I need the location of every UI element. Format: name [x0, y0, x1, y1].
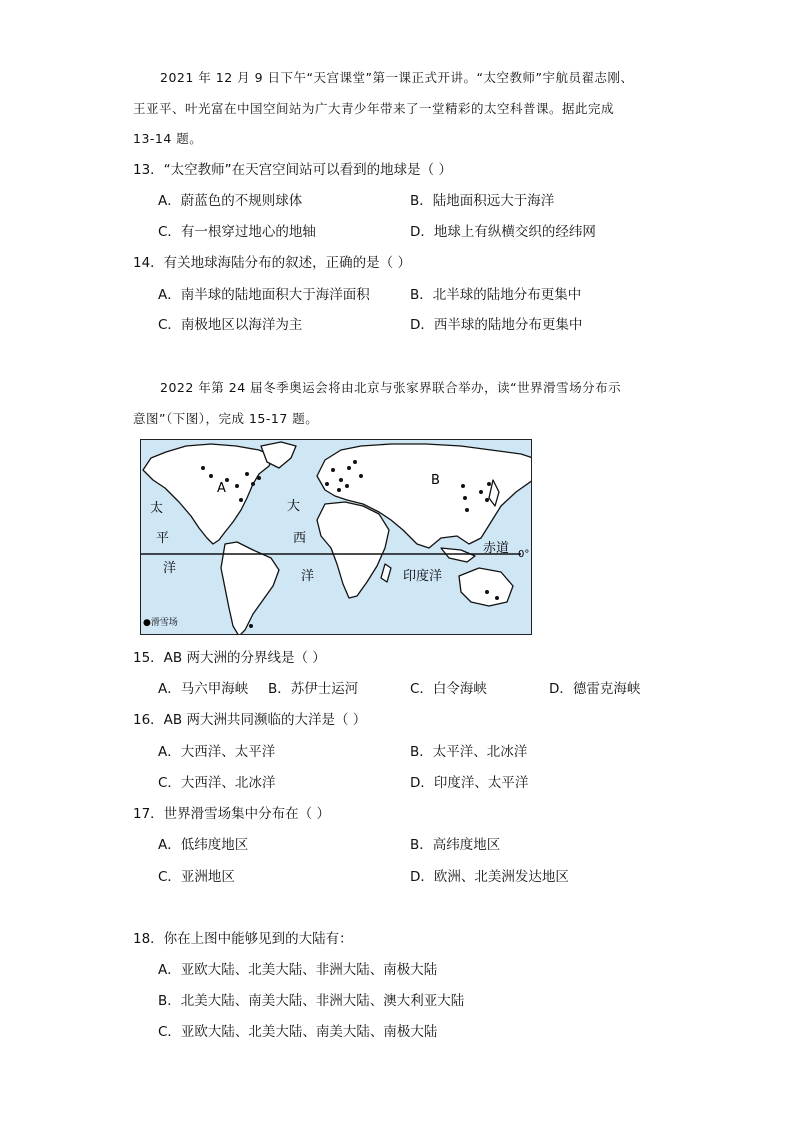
atlantic-label-3: 洋 [301, 569, 315, 584]
pacific-label-3: 洋 [163, 561, 177, 576]
question-14-option-b[interactable]: B．北半球的陆地分布更集中 [410, 287, 582, 303]
intro-passage-line-1: 2021 年 12 月 9 日下午“天宫课堂”第一课正式开讲。“太空教师”宇航员翟志刚、 [160, 70, 634, 85]
intro-passage-2-line-1: 2022 年第 24 届冬季奥运会将由北京与张家界联合举办，读“世界滑雪场分布示 [160, 380, 622, 395]
indian-ocean-label: 印度洋 [403, 569, 443, 584]
question-18-option-a[interactable]: A．亚欧大陆、北美大陆、非洲大陆、南极大陆 [158, 962, 438, 978]
map-legend: ●滑雪场 [143, 618, 178, 628]
question-14-option-a[interactable]: A．南半球的陆地面积大于海洋面积 [158, 287, 370, 303]
question-17-option-a[interactable]: A．低纬度地区 [158, 837, 249, 853]
question-13-stem: 13．“太空教师”在天宫空间站可以看到的地球是（ ） [133, 162, 452, 178]
question-17-option-b[interactable]: B．高纬度地区 [410, 837, 501, 853]
question-18-option-b[interactable]: B．北美大陆、南美大陆、非洲大陆、澳大利亚大陆 [158, 993, 465, 1009]
world-map-figure [141, 440, 532, 635]
question-15-option-b[interactable]: B．苏伊士运河 [268, 681, 359, 697]
pacific-label-2: 平 [156, 531, 170, 546]
atlantic-label-2: 西 [293, 531, 307, 546]
map-label-a: A [217, 481, 226, 496]
question-15-option-d[interactable]: D．德雷克海峡 [549, 681, 641, 697]
africa-landmass [317, 502, 389, 598]
question-16-option-c[interactable]: C．大西洋、北冰洋 [158, 775, 276, 791]
map-label-b: B [431, 473, 440, 488]
intro-passage-line-3: 13-14 题。 [133, 131, 203, 146]
question-17-stem: 17．世界滑雪场集中分布在（ ） [133, 806, 330, 822]
question-15-option-a[interactable]: A．马六甲海峡 [158, 681, 249, 697]
australia-landmass [459, 568, 513, 606]
pacific-label-1: 太 [150, 501, 164, 516]
question-16-option-d[interactable]: D．印度洋、太平洋 [410, 775, 529, 791]
world-ski-resort-map [140, 439, 532, 635]
zero-degree-label: 0° [518, 549, 530, 560]
atlantic-label-1: 大 [287, 499, 301, 514]
question-13-option-d[interactable]: D．地球上有纵横交织的经纬网 [410, 224, 596, 240]
north-america-landmass [143, 444, 273, 544]
question-14-option-c[interactable]: C．南极地区以海洋为主 [158, 317, 303, 333]
question-17-option-c[interactable]: C．亚洲地区 [158, 869, 235, 885]
madagascar-island [381, 564, 391, 582]
question-13-option-b[interactable]: B．陆地面积远大于海洋 [410, 193, 555, 209]
question-18-option-c[interactable]: C．亚欧大陆、北美大陆、南美大陆、南极大陆 [158, 1024, 438, 1040]
question-15-option-c[interactable]: C．白令海峡 [410, 681, 487, 697]
southeast-asia-islands [441, 548, 475, 562]
question-14-stem: 14．有关地球海陆分布的叙述，正确的是（ ） [133, 255, 411, 271]
question-13-option-a[interactable]: A．蔚蓝色的不规则球体 [158, 193, 303, 209]
question-16-stem: 16．AB 两大洲共同濒临的大洋是（ ） [133, 712, 367, 728]
question-16-option-a[interactable]: A．大西洋、太平洋 [158, 744, 276, 760]
question-14-option-d[interactable]: D．西半球的陆地分布更集中 [410, 317, 583, 333]
intro-passage-2-line-2: 意图”（下图），完成 15-17 题。 [133, 411, 319, 426]
intro-passage-line-2: 王亚平、叶光富在中国空间站为广大青少年带来了一堂精彩的太空科普课。据此完成 [133, 101, 615, 116]
question-16-option-b[interactable]: B．太平洋、北冰洋 [410, 744, 528, 760]
question-13-option-c[interactable]: C．有一根穿过地心的地轴 [158, 224, 316, 240]
question-18-stem: 18．你在上图中能够见到的大陆有： [133, 931, 353, 947]
question-15-stem: 15．AB 两大洲的分界线是（ ） [133, 650, 326, 666]
question-17-option-d[interactable]: D．欧洲、北美洲发达地区 [410, 869, 569, 885]
south-america-landmass [221, 542, 279, 635]
equator-label: 赤道 [483, 541, 510, 556]
